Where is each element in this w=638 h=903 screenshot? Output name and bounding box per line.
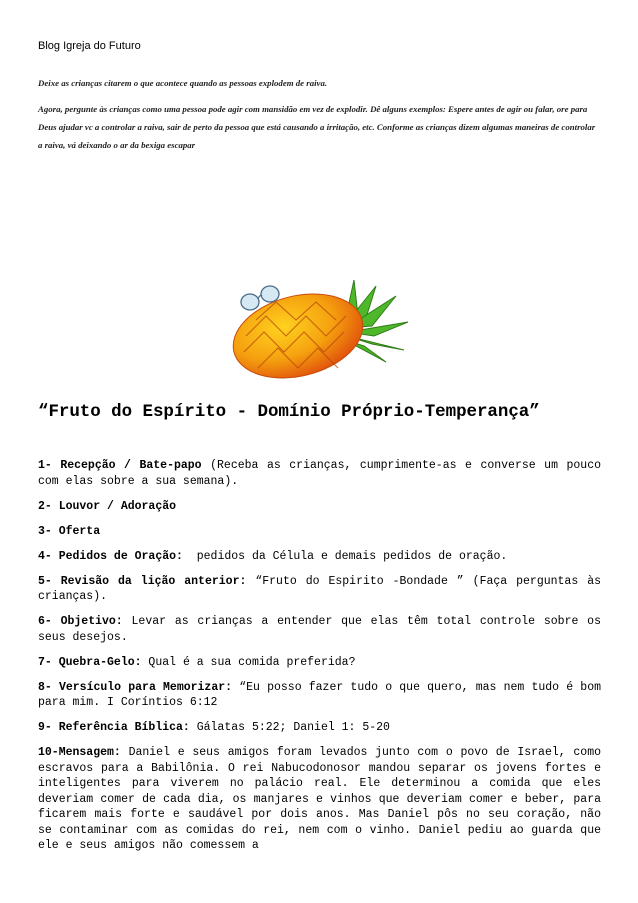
list-item bbox=[38, 655, 601, 671]
item-label: 5- Revisão da lição anterior: bbox=[38, 574, 247, 588]
item-text: Levar as crianças a entender que elas têm total controle sobre os seus desejos. bbox=[38, 615, 601, 644]
item-text: Daniel e seus amigos foram levados junto com o povo de Israel, como escravos para a Babilônia. O rei Nabucodonosor mandou separar os jovens fortes e inteligentes para viverem no palácio real. Ele determinou a comida que eles deveriam comer de cada dia, os manjares e vinhos que deveriam comer e beber, para ficarem mais forte e saudável por dois anos. Mas Daniel pôs no seu coração, não se contaminar com as comidas do rei, nem com o vinho. Daniel pediu ao guarda que ele e seus amigos não comessem a bbox=[38, 746, 601, 852]
lesson-title: “Fruto do Espírito - Domínio Próprio-Temperança” bbox=[38, 402, 540, 422]
pineapple-icon bbox=[226, 266, 416, 386]
item-label: 4- Pedidos de Oração: bbox=[38, 549, 183, 563]
item-text: “Fruto do Espirito -Bondade ” (Faça perguntas às crianças). bbox=[38, 574, 601, 603]
intro-line-2: Agora, pergunte às crianças como uma pessoa pode agir com mansidão em vez de explodir. Dê alguns exemplos: Espere antes de agir ou falar, ore para Deus ajudar vc a controlar a raiva, sair de perto da pessoa que está causando a irritação, etc. Conforme as crianças dizem algumas maneiras de controlar a raiva, vá deixando o ar da bexiga escapar bbox=[38, 104, 596, 150]
item-text: Gálatas 5:22; Daniel 1: 5-20 bbox=[189, 721, 390, 734]
list-item bbox=[38, 680, 601, 711]
intro-text bbox=[38, 74, 600, 154]
lesson-items bbox=[38, 458, 601, 854]
blog-header: Blog Igreja do Futuro bbox=[38, 40, 141, 52]
item-label: 7- Quebra-Gelo: bbox=[38, 655, 142, 669]
item-text: (Receba as crianças, cumprimente-as e converse um pouco com elas sobre a sua semana). bbox=[38, 459, 601, 488]
list-item bbox=[38, 574, 601, 605]
item-text: “Eu posso fazer tudo o que quero, mas nem tudo é bom para mim. I Coríntios 6:12 bbox=[38, 680, 602, 709]
item-label: 6- Objetivo: bbox=[38, 615, 123, 628]
list-item bbox=[38, 499, 601, 515]
item-text: Qual é a sua comida preferida? bbox=[141, 655, 356, 669]
item-label: 3- Oferta bbox=[38, 524, 101, 538]
list-item bbox=[38, 720, 601, 736]
list-item bbox=[38, 458, 601, 489]
item-label: 8- Versículo para Memorizar: bbox=[38, 680, 233, 694]
list-item bbox=[38, 745, 601, 854]
item-label: 1- Recepção / Bate-papo bbox=[38, 459, 202, 472]
list-item bbox=[38, 614, 601, 645]
item-label: 2- Louvor / Adoração bbox=[38, 499, 177, 513]
item-label: 9- Referência Bíblica: bbox=[38, 721, 190, 734]
list-item bbox=[38, 549, 601, 565]
intro-line-1: Deixe as crianças citarem o que acontece quando as pessoas explodem de raiva. bbox=[38, 78, 328, 88]
item-label: 10-Mensagem: bbox=[38, 746, 121, 759]
list-item bbox=[38, 524, 601, 540]
item-text: pedidos da Célula e demais pedidos de oração. bbox=[182, 549, 508, 563]
